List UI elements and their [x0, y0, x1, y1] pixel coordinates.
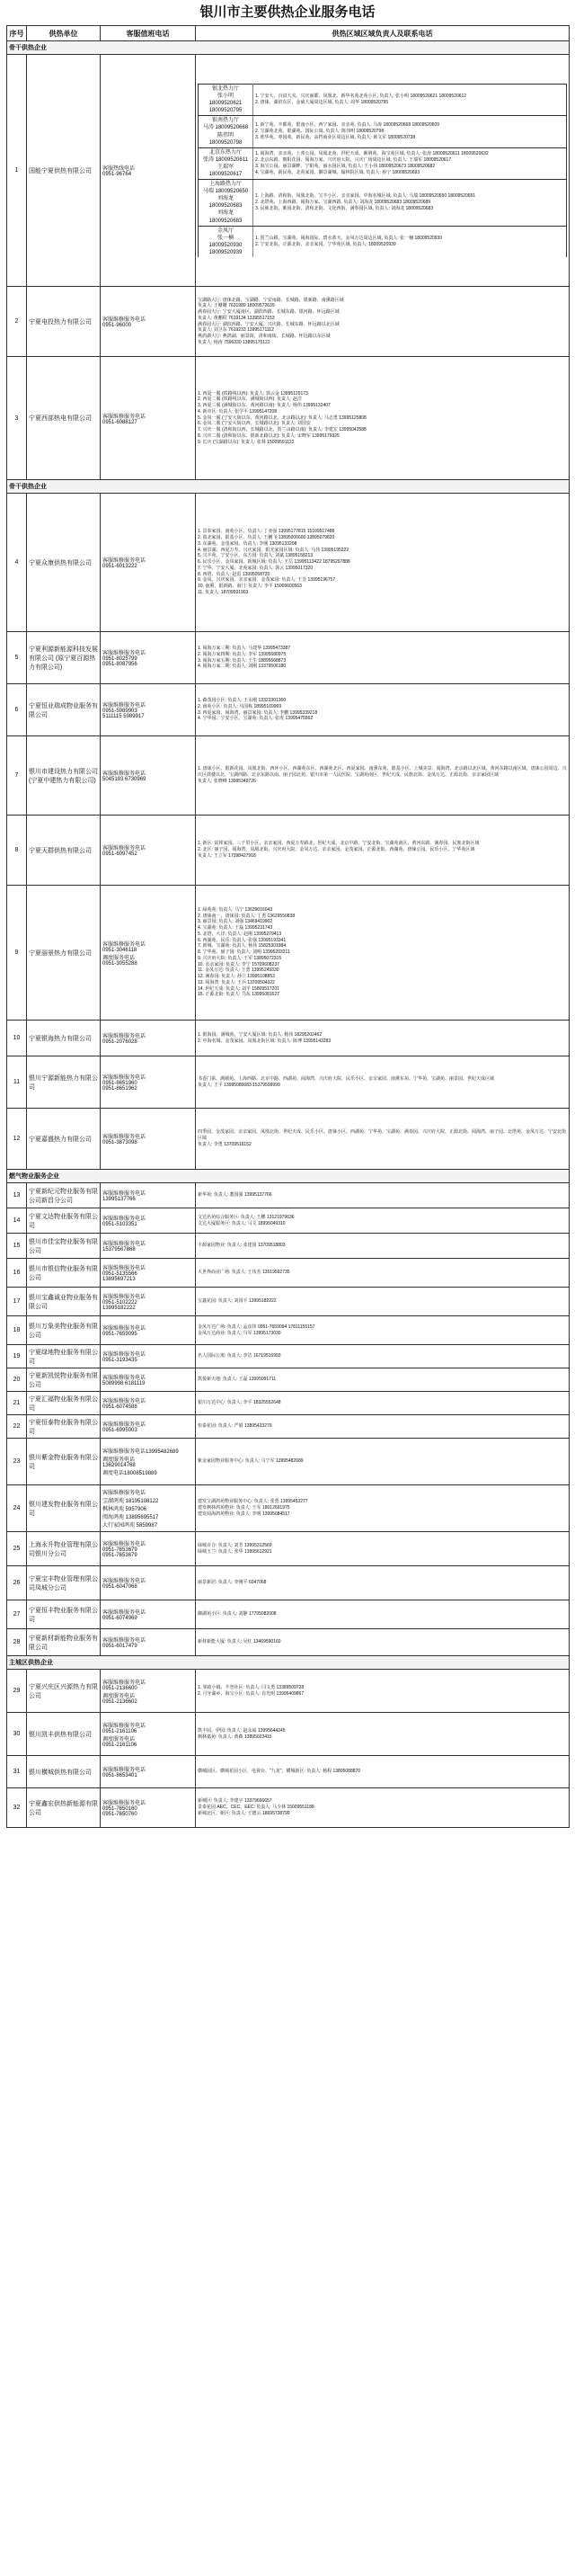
row-index: 28 [7, 1629, 27, 1656]
section-label: 主城区供热企业 [7, 1656, 570, 1670]
region-contacts-text: 恒泰花园: 负责人: 严娟 13895433279 [198, 1423, 272, 1430]
row-index: 4 [7, 494, 27, 632]
row-index: 19 [7, 1345, 27, 1368]
region-contacts-text: 宝鑫花园: 负责人: 刘国平 13995182222 [198, 1298, 277, 1305]
hotline-text[interactable]: 客服维修服务电话 15379567868 [102, 1242, 146, 1252]
hotline-cell [101, 1183, 196, 1208]
hotline-cell [101, 1259, 196, 1288]
hotline-cell [101, 1629, 196, 1656]
region-contacts-cell [196, 736, 570, 816]
region-contacts-cell [196, 1756, 570, 1788]
hotline-text[interactable]: 客服维修服务电话 0951-7659095 [102, 1326, 146, 1337]
table-row [7, 1600, 570, 1629]
region-contacts-cell [196, 1208, 570, 1234]
hotline-text[interactable]: 客服维修服务电话 0951-8653401 [102, 1768, 146, 1778]
company-name: 银川市佳宝物业服务有限公司 [27, 1234, 101, 1259]
hotline-text[interactable]: 客服维修服务电话 0951-2076028 [102, 1034, 146, 1045]
table-row [7, 1788, 570, 1828]
region-contacts-text: 1. 绿苑苑: 负责人: 马宁 13639016043 2. 唐徕南一、唐徕园: 负责人: 丁勇 13629550838 3. 丽景园: 负责人: 刘强 13469419902 4. 宝湖苑: 负责人: 王磊 13995231743 5. 北塔、大洋: 负责人: 赵刚 13995279413 6. 西湖苑、民乐: 负责人: 张强 13995193341 7. 新城、宝湖苑: 负责人: 杨伟 15825301984 8. 宁华苑、丽子园: 负责人: 刘明 13995203211 9. 兴庆府大院: 负责人: 王军 13895072315 10. 亲亲家园: 负责人: 李宁 15709608237 11. 金凤万达: 负责人: 王勇 13995249330 12. 满春园: 负责人: 孙立 13995108853 13. 阅海湾: 负责人: 王兵 13709504322 14. 世纪天成: 负责人: 刘平 15809517201 15. 正源北街: 负责人: 马东 13995081627 [198, 906, 296, 998]
hotline-cell [101, 1056, 196, 1109]
table-row [7, 1532, 570, 1566]
region-contacts-cell [196, 1183, 570, 1208]
region-contacts-cell [196, 1288, 570, 1316]
region-contacts-cell [196, 1368, 570, 1392]
row-index: 10 [7, 1021, 27, 1056]
region-contacts-text: 宝湖路大厅: 唐徕北路、宝湖路、宁安南路、长城路、银新路、南熏路区域 负责人: 王姗姗 7631989 18009572639 满春园大厅: 宁安大厦南区、湖滨西路、长城东路、银河路、怀远路区域 负责人: 黄鹏程 7619134 13395517153 满春园大厅: 湖滨西路、宁安大厦、兴庆路、长城东路、怀远路以北区域 负责人: 刘卫东 7619233 13995171112 燕鸽湖大厅: 燕鸽湖、丽景街、清和南街、长城路、怀远路以东区域 负责人: 杨涛 7596330 13895175122 [198, 297, 344, 345]
region-contacts-cell [196, 1316, 570, 1345]
company-name: 宁夏鑫宏供热新能源有限公司 [27, 1788, 101, 1828]
hotline-text[interactable]: 客服维修服务电话 5045193 6730969 [102, 771, 146, 782]
station-row [199, 226, 567, 257]
company-name: 宁夏恒丰物业服务有限公司 [27, 1600, 101, 1629]
region-contacts-text: 1. 新区: 富邦家园、三千里小区、亲亲家园、西夏万寿路北、世纪天成、北京中路、宁安北街、宝湖苑南区、黄河东路、满春园、民族北街区域 2. 北区: 丽子园、阅海湾、凤凰北街、兴庆府大院、金凤万达、亲亲家园、金茂家园、正源北街、西湖苑、唐徕公园、民乐小区、宁华苑区域 负责人: 王立军 17398427918 [198, 841, 480, 859]
hotline-text[interactable]: 客服维修服务电话 宝湖鸿苑 18195108122 枫林鸿苑 5957906 阅海鸿苑 13895695517 大行家园鸿苑 5859987 [102, 1491, 159, 1529]
hotline-cell [101, 1368, 196, 1392]
hotline-text[interactable]: 客服维修服务电话 0951-5989903 5111115 5989917 [102, 703, 146, 719]
company-name: 宁夏绿地物业服务有限公司 [27, 1345, 101, 1368]
table-body [7, 41, 570, 1828]
region-contacts-cell [196, 55, 570, 287]
company-name: 宁夏恒泰物业服务有限公司 [27, 1415, 101, 1439]
station-detail: 1. 贺兰山路、宝湖苑、阅海国际、碧水蓝天、金凤万达周边区域, 负责人: 张一楠 18009520930 2. 宁安北街、正源北街、亲亲家园、宁华苑区域, 负责人: 18009520939 [253, 226, 567, 257]
region-contacts-text: 凯悦新天地: 负责人: 王磊 13995091711 [198, 1377, 277, 1383]
table-row [7, 1439, 570, 1485]
table-header-row [7, 26, 570, 41]
station-row [199, 116, 567, 147]
region-contacts-cell [196, 1415, 570, 1439]
table-row [7, 357, 570, 480]
section-header-row [7, 1656, 570, 1670]
hotline-cell [101, 1713, 196, 1756]
company-name: 银川万象美物业服务有限公司 [27, 1316, 101, 1345]
table-row [7, 1629, 570, 1656]
region-contacts-text: 建发宝湖鸿苑物业服务中心: 负责人: 张勇 13995453277 建发枫林鸿苑物业: 负责人: 王军 18012691975 建发阅海鸿苑物业: 负责人: 李明 13995084517 [198, 1499, 308, 1517]
region-contacts-text: 1. 唐徕小区、银新花园、凤凰北街、西环小区、西湖苑东区、西湖苑北区、西夏家园、南熏东苑、银基小区、上城美景、阅海湾、北京路以北区域、黄河东路以南区域、唐徕公园周边、兴庆区鼓楼以北、宝湖西路、北京东路以南、丽子园北苑、银川市第一人民医院、宝湖苑南区、世纪天成、民族北街、金凤万达、正源北街、亲亲家园区域 负责人: 张晓峰 13995349726 [198, 766, 567, 784]
company-name: 宁夏新凯悦物业服务有限公司 [27, 1368, 101, 1392]
table-row [7, 1056, 570, 1109]
row-index: 20 [7, 1368, 27, 1392]
section-label: 骨干供热企业 [7, 41, 570, 55]
region-contacts-text: 新材新能大厦: 负责人: 吴红 13469590160 [198, 1639, 281, 1645]
region-contacts-cell [196, 1670, 570, 1713]
hotline-text[interactable]: 客服维修服务电话 0951-5103351 [102, 1217, 146, 1227]
hotline-cell [101, 1485, 196, 1532]
hotline-text[interactable]: 客服热线电话 0951-96764 [102, 166, 136, 177]
row-index: 16 [7, 1259, 27, 1288]
region-contacts-cell [196, 632, 570, 684]
row-index: 30 [7, 1713, 27, 1756]
region-contacts-cell [196, 1713, 570, 1756]
region-contacts-text: 横城园区、横城花园小区、电视台、"九龙"、横城新区: 负责人: 杨程 13895088870 [198, 1769, 361, 1775]
table-row [7, 1021, 570, 1056]
row-index: 21 [7, 1392, 27, 1415]
company-name: 银川宁源新能热力有限公司 [27, 1056, 101, 1109]
hotline-cell [101, 1021, 196, 1056]
table-row [7, 1368, 570, 1392]
hotline-text[interactable]: 客服维修服务电话 0951-6013222 [102, 558, 146, 569]
company-name: 宁夏宝丰物业管理有限公司凤城分公司 [27, 1566, 101, 1600]
row-index: 25 [7, 1532, 27, 1566]
page-title: 银川市主要供热企业服务电话 [199, 4, 376, 20]
region-contacts-text: 大世界商业广场: 负责人: 王伟杰 13519592735 [198, 1270, 290, 1276]
region-contacts-text: 新华苑: 负责人: 董国强 13995137766 [198, 1192, 272, 1199]
region-contacts-text: 1. 景泰家园、南苑小区、负责人: 丁亚强 13995177815 15109517488 2. 盈北家园、银基小区、负责人: 王鹏飞 13895006600 13895079820 3. 东湖苑、金茂家园、负责人: 李刚 13095133208 4. 丽景湖、西夏万寿、兴庆家园、阳光家园区域: 负责人: 马伟 13995195222 5. 兴丰苑、宁安小区、东方园: 负责人: 刘斌 13895158213 6. 民乐小区、金凤家园、新城区域: 负责人: 王岳 13995113422 18795297888 7. 宁华、宁安大厦、北苑家园: 负责人: 郭云 13995017320 8. 西塔、负责人: 赵雷 13995058720 9. 金凤、兴庆家园、亲亲家园、金茂家园: 负责人: 王芳 13995196757 10. 南熏、银新路、南门: 负责人: 李平 15009600563 11. 负责人: 18709591903 [198, 529, 350, 595]
company-name: 宁夏电投热力有限公司 [27, 287, 101, 357]
hotline-cell [101, 1566, 196, 1600]
section-label: 骨干供热企业 [7, 480, 570, 494]
company-name: 宁夏文达物业服务有限公司 [27, 1208, 101, 1234]
hotline-text[interactable]: 客服维修服务电话 0951-6074969 [102, 1610, 146, 1621]
region-contacts-cell [196, 1392, 570, 1415]
station-row [199, 84, 567, 115]
region-contacts-text: 文达名苑综合服务区: 负责人: 王鹏 13121979636 文达大厦服务区: 负责人: 马文 18995049310 [198, 1214, 295, 1226]
region-contacts-text: 1. 西夏一服 (铁路线以西): 负责人: 郭云金 13995129173 2. 西夏二服 (铁路线以东、满城街以西): 负责人: 赵洋 3. 西夏三服 (满城街以东、黄河路以南): 负责人: 杨伟 13995132407 4. 新市区: 负责人: 张学平 13995147208 5. 金凤一服 (宁安大街以东、黄河路以北、北京路以北): 负责人: 马志勇 13995125808 6. 金凤二服 (宁安大街以西、长城路以北): 负责人: 刘国安 7. 兴庆一服 (清和街以西、长城路以北、贺兰山路以南): 负责人: 李建宏 13995043588 8. 兴庆二服 (清和街以东、银新北路以北): 负责人: 宋晓军 13995179325 9. 长庆 (宝湖路以东): 负责人: 张林 15009591122 [198, 390, 367, 445]
row-index: 14 [7, 1208, 27, 1234]
region-contacts-cell [196, 1259, 570, 1288]
table-row [7, 1566, 570, 1600]
hotline-cell [101, 55, 196, 287]
row-index: 23 [7, 1439, 27, 1485]
hotline-cell [101, 357, 196, 480]
table-row [7, 1713, 570, 1756]
hotline-cell [101, 494, 196, 632]
company-name: 宁夏兴庆区兴源热力有限公司 [27, 1670, 101, 1713]
table-row [7, 1415, 570, 1439]
station-name: 上海路热力厅 马瑞 18009520650 刘海龙 18009520683 刘海龙 18009520683 [199, 180, 253, 227]
hotline-text[interactable]: 客服维修服务电话 0951-6088127 [102, 414, 146, 425]
company-name: 宁夏汇福物业服务有限公司 [27, 1392, 101, 1415]
hotline-cell [101, 632, 196, 684]
company-name: 银川横城供热有限公司 [27, 1756, 101, 1788]
company-name: 宁夏利源新能源科技发展有限公司 (原宁夏百源热力有限公司) [27, 632, 101, 684]
hotline-cell [101, 1415, 196, 1439]
region-contacts-cell [196, 1345, 570, 1368]
company-name: 宁夏西部热电有限公司 [27, 357, 101, 480]
hotline-cell [101, 1392, 196, 1415]
region-contacts-text: 凯丰园、伊园: 负责人: 赵永福 13995644245 枫林嘉苑: 负责人: 黄森 13895023415 [198, 1727, 286, 1740]
table-row [7, 494, 570, 632]
row-index: 26 [7, 1566, 27, 1600]
row-index: 12 [7, 1109, 27, 1170]
row-index: 22 [7, 1415, 27, 1439]
company-name: 银川凯丰供热有限公司 [27, 1713, 101, 1756]
region-contacts-cell [196, 1056, 570, 1109]
station-detail: 1. 阅海湾、亲亲苑、上邦公园、凤凰北苑、世纪天成、紫荆苑、海宝苑区域, 负责人: 张涛 18009520611 18009520632 2. 北京东路、朝阳花园、阅海万家、兴庆府大院、兴庆广场周边区域, 负责人: 王瑞军 18009520617 3. 海宝公园、丽景湖畔、宁阳苑、丽水园区域, 负责人: 王小伟 18009520673 18009520682 4. 宝湖苑、新民苑、北苑家园、御景湖城、翰林院区域, 负责人: 孙宁 18009520693 [253, 147, 567, 179]
region-contacts-text: 紫金家园物业服务中心: 负责人: 马宁军 13995482689 [198, 1458, 304, 1465]
hotline-cell [101, 1316, 196, 1345]
region-contacts-cell [196, 1532, 570, 1566]
region-contacts-text: 1. 阅海万家三期: 负责人: 马建华 13995473387 2. 阅海万家四期: 负责人: 李军 13995680975 3. 阅海万家五期: 负责人: 王生 18895668873 4. 阅海万家二期: 负责人: 刘刚 13379506180 [198, 646, 291, 670]
row-index: 9 [7, 886, 27, 1021]
hotline-text[interactable]: 客服维修服务电话 0951-3046118 调度服务电话 0951-3055288 [102, 941, 146, 967]
row-index: 3 [7, 357, 27, 480]
table-row [7, 1109, 570, 1170]
col-header-index: 序号 [7, 26, 27, 41]
region-contacts-cell [196, 287, 570, 357]
hotline-text[interactable]: 客服维修服务电话13995482689 调度服务电话 13629014768 调度电话18008519889 [102, 1449, 179, 1476]
station-name: 银南热力厅 马涛 18009520668 陈伟明 18009520798 [199, 116, 253, 147]
hotline-text[interactable]: 客服维修服务电话 0951-8025799 0951-8087956 [102, 651, 146, 667]
region-contacts-cell [196, 357, 570, 480]
table-row [7, 632, 570, 684]
company-name: 银川建发物业服务有限公司 [27, 1485, 101, 1532]
hotline-cell [101, 1670, 196, 1713]
row-index: 17 [7, 1288, 27, 1316]
company-name: 宁夏众康供热有限公司 [27, 494, 101, 632]
table-row [7, 1259, 570, 1288]
hotline-text[interactable]: 客服维修服务电话 0951-3873098 [102, 1135, 146, 1145]
hotline-text[interactable]: 客服维修服务电话 0951-6017479 [102, 1638, 146, 1649]
row-index: 8 [7, 816, 27, 886]
hotline-text[interactable]: 客服维修服务电话 0951-96000 [102, 317, 146, 328]
table-row [7, 1756, 570, 1788]
region-contacts-text: 绿城百合: 负责人: 刘芳 13995312569 绿城玉兰: 负责人: 张华 13995612921 [198, 1542, 272, 1555]
hotline-cell [101, 1788, 196, 1828]
table-row [7, 287, 570, 357]
hotline-text[interactable]: 客服维修服务电话 0951-6097452 [102, 846, 146, 857]
hotline-cell [101, 1600, 196, 1629]
section-label: 燃气物业服务企业 [7, 1170, 570, 1183]
row-index: 15 [7, 1234, 27, 1259]
company-name: 银川市建设热力有限公司 (宁夏中建热力有限公司) [27, 736, 101, 816]
row-index: 18 [7, 1316, 27, 1345]
region-contacts-text: 银川万达中心: 负责人: 李平 18325552648 [198, 1400, 281, 1406]
station-row [199, 147, 567, 179]
station-detail: 1. 上海路、清和街、凤凰北街、宝丰小区、亲亲家园、中海名城区域, 负责人: 马瑞 18009520650 18009520651 2. 北塔苑、上海西路、阅海万家、宝湖西路, 负责人: 刘海龙 18009520683 18009520689 3. 民族北街、紫园北街、清和北街、文化西街、满春园区域, 负责人: 刘海龙 18009520683 [253, 180, 567, 227]
row-index: 7 [7, 736, 27, 816]
table-row [7, 1316, 570, 1345]
section-header-row [7, 1170, 570, 1183]
row-index: 29 [7, 1670, 27, 1713]
table-row [7, 55, 570, 287]
region-contacts-cell [196, 1788, 570, 1828]
hotline-text[interactable]: 客服维修服务电话 0951-5135566 13895697213 [102, 1266, 146, 1282]
row-index: 32 [7, 1788, 27, 1828]
company-name: 上海永升物业管理有限公司银川分公司 [27, 1532, 101, 1566]
col-header-hotline: 客服值班电话 [101, 26, 196, 41]
region-contacts-cell [196, 684, 570, 736]
table-row [7, 684, 570, 736]
hotline-cell [101, 287, 196, 357]
company-name: 宁夏嘉盛热力有限公司 [27, 1109, 101, 1170]
hotline-cell [101, 1532, 196, 1566]
table-row [7, 1288, 570, 1316]
region-contacts-text: 1. 掌政小镇、丰登社区: 负责人: 闫文勇 13389509728 2. 月牙湖乡、海宝小区: 负责人: 肖光明 13995409867 [198, 1684, 305, 1697]
hotline-text[interactable]: 客服维修服务电话 5089998 6181119 [102, 1376, 146, 1386]
hotline-text[interactable]: 客服维修服务电话 0951-5102222 13995182222 [102, 1295, 146, 1311]
hotline-cell [101, 816, 196, 886]
region-contacts-cell [196, 1600, 570, 1629]
hotline-text[interactable]: 客服维修服务电话 0951-6047068 [102, 1579, 146, 1590]
table-row [7, 816, 570, 886]
hotline-text[interactable]: 客服维修服务电话 13995137766 [102, 1191, 146, 1202]
company-name: 宁夏恒业瑞成物业服务有限公司 [27, 684, 101, 736]
hotline-cell [101, 1208, 196, 1234]
company-name: 宁夏新材新能物业服务有限公司 [27, 1629, 101, 1656]
station-name: 银北热力厅 张小明 18009520621 18009520795 [199, 84, 253, 115]
hotline-cell [101, 1288, 196, 1316]
region-contacts-cell [196, 1021, 570, 1056]
table-row [7, 1234, 570, 1259]
hotline-cell [101, 736, 196, 816]
table-row [7, 1485, 570, 1532]
row-index: 11 [7, 1056, 27, 1109]
heating-contacts-table [6, 25, 570, 1828]
region-contacts-text: 1. 银海园、满城苑、宁安大厦区域: 负责人: 杨伟 18295202462 2. 中海名城、金茂家园、凤凰北街区域: 负责人: 陈博 13995143283 [198, 1031, 332, 1044]
company-name: 宁夏新纪元物业服务有限公司新昌分公司 [27, 1183, 101, 1208]
region-contacts-text: 1. 森茂园小区: 负责人: 王永刚 13323301360 2. 南苑小区: 负责人: 马国栋 18995169969 3. 西夏家园、阅海湾、丽景家园: 负责人: 李鹏 13995339218 4. 宁华园、宁安小区、宝湖苑: 负责人: 张虎 13995475562 [198, 698, 318, 722]
company-name: 宁夏天群供热有限公司 [27, 816, 101, 886]
hotline-cell [101, 1756, 196, 1788]
region-contacts-cell [196, 886, 570, 1021]
row-index: 6 [7, 684, 27, 736]
hotline-cell [101, 1439, 196, 1485]
region-contacts-cell [196, 1109, 570, 1170]
hotline-text[interactable]: 客服维修服务电话 0951-8651960 0951-8651962 [102, 1075, 146, 1092]
company-name: 国能宁夏供热有限公司 [27, 55, 101, 287]
region-contacts-cell [196, 494, 570, 632]
region-contacts-cell [196, 1234, 570, 1259]
hotline-cell [101, 1234, 196, 1259]
col-header-company: 供热单位 [27, 26, 101, 41]
table-row [7, 1183, 570, 1208]
row-index: 27 [7, 1600, 27, 1629]
region-contacts-text: 丽景新居: 负责人: 李刚平 6047068 [198, 1580, 267, 1586]
row-index: 31 [7, 1756, 27, 1788]
hotline-text[interactable]: 客服维修服务电话 0951-2161106 调度服务电话 0951-2161106 [102, 1723, 146, 1748]
region-contacts-cell [196, 1629, 570, 1656]
hotline-cell [101, 684, 196, 736]
region-contacts-cell [196, 1566, 570, 1600]
row-index: 5 [7, 632, 27, 684]
row-index: 24 [7, 1485, 27, 1532]
hotline-cell [101, 886, 196, 1021]
region-contacts-text: 四季园、金茂家园、亲亲家园、凤凰北街、世纪天成、民乐小区、唐徕小区、西湖苑、宁华苑、宝湖苑、满春园、兴庆府大院、正源北街、阅海湾、丽子园、北塔苑、金凤万达、宁安北街区域 负责人: 李勇 13709516152 [198, 1129, 567, 1147]
region-contacts-text: 御湖苑小区: 负责人: 刘静 17795082008 [198, 1611, 277, 1618]
row-index: 13 [7, 1183, 27, 1208]
row-index: 1 [7, 55, 27, 287]
company-name: 银川宝鑫诚业物业服务有限公司 [27, 1288, 101, 1316]
region-contacts-text: 金凤万达广场: 负责人: 孟彦伟 0951-7659094 17811155157 金凤万达商业: 负责人: 马军 13995173030 [198, 1324, 315, 1336]
table-row [7, 1345, 570, 1368]
company-name: 银川市银信物业服务有限公司 [27, 1259, 101, 1288]
station-row [199, 180, 567, 227]
col-header-region-contacts: 供热区域区域负责人及联系电话 [196, 26, 570, 41]
region-contacts-text: 新城区: 负责人: 李建宇 13379666657 景泰花园 AEC、CEC、EEC: 负责人: 马少林 15009551188 新城北区、新区: 负责人: 王德云 18695738799 [198, 1798, 314, 1816]
section-header-row [7, 480, 570, 494]
region-contacts-text: 丰源家园物业: 负责人: 张建国 13709518803 [198, 1243, 286, 1249]
company-name: 银川紫金物业服务有限公司 [27, 1439, 101, 1485]
hotline-text[interactable]: 客服维修服务电话 0951-3193435 [102, 1352, 146, 1363]
station-detail: 1. 新宁苑、丰都苑、银南小区、西宁家园、亲亲苑, 负责人: 马涛 18009520668 18009520609 2. 宝湖苑北苑、银湖苑、国际公寓, 负责人: 陈伟明 18009520798 3. 欣华苑、枣园苑、新民苑、高档商业区周边区域, 负责人: 黄文军 18009520738 [253, 116, 567, 147]
region-contacts-text: 名人国际公寓: 负责人: 李洁 16719516993 [198, 1353, 281, 1359]
station-name: 北京东热力厅 张涛 18009520611 王瑞军 18009520617 [199, 147, 253, 179]
station-name: 金凤厅 张一楠 18009520930 18009520939 [199, 226, 253, 257]
row-index: 2 [7, 287, 27, 357]
table-row [7, 1392, 570, 1415]
hotline-text[interactable]: 客服维修服务电话 0951-6995003 [102, 1422, 146, 1433]
region-contacts-text: 书香门第、满城苑、上海西路、北京中路、西湖苑、阅海湾、兴庆府大院、民乐小区、亲亲家园、南熏东苑、宁华苑、宝湖苑、丽景园、世纪天成区域 负责人: 王平 13995080083 15379599999 [198, 1075, 495, 1088]
hotline-cell [101, 1345, 196, 1368]
company-name: 宁夏银海热力有限公司 [27, 1021, 101, 1056]
table-row [7, 1208, 570, 1234]
station-detail: 1. 宁安大、百富大夹、兴庆丽都、凤凰北、新华名苑北苑小区, 负责人: 张小明 18009520621 18009520612 2. 唐徕、湖滨东区、金威大厦周边区域, 负责人: 周华 18009520795 [253, 84, 567, 115]
table-row [7, 1670, 570, 1713]
table-row [7, 736, 570, 816]
hotline-text[interactable]: 客服维修服务电话 0951-2136600 调度服务电话 0951-2136602 [102, 1680, 146, 1705]
hotline-text[interactable]: 客服维修服务电话 0951-6074588 [102, 1399, 146, 1410]
company-name: 宁夏丽景热力有限公司 [27, 886, 101, 1021]
hotline-text[interactable]: 客服维修服务电话 0951-7650160 0951-7650760 [102, 1801, 146, 1817]
section-header-row [7, 41, 570, 55]
hotline-text[interactable]: 客服维修服务电话 0951-7653679 0951-7653679 [102, 1542, 146, 1558]
region-contacts-cell [196, 1485, 570, 1532]
hotline-cell [101, 1109, 196, 1170]
station-subtable [198, 84, 567, 257]
region-contacts-cell [196, 1439, 570, 1485]
table-row [7, 886, 570, 1021]
region-contacts-cell [196, 816, 570, 886]
